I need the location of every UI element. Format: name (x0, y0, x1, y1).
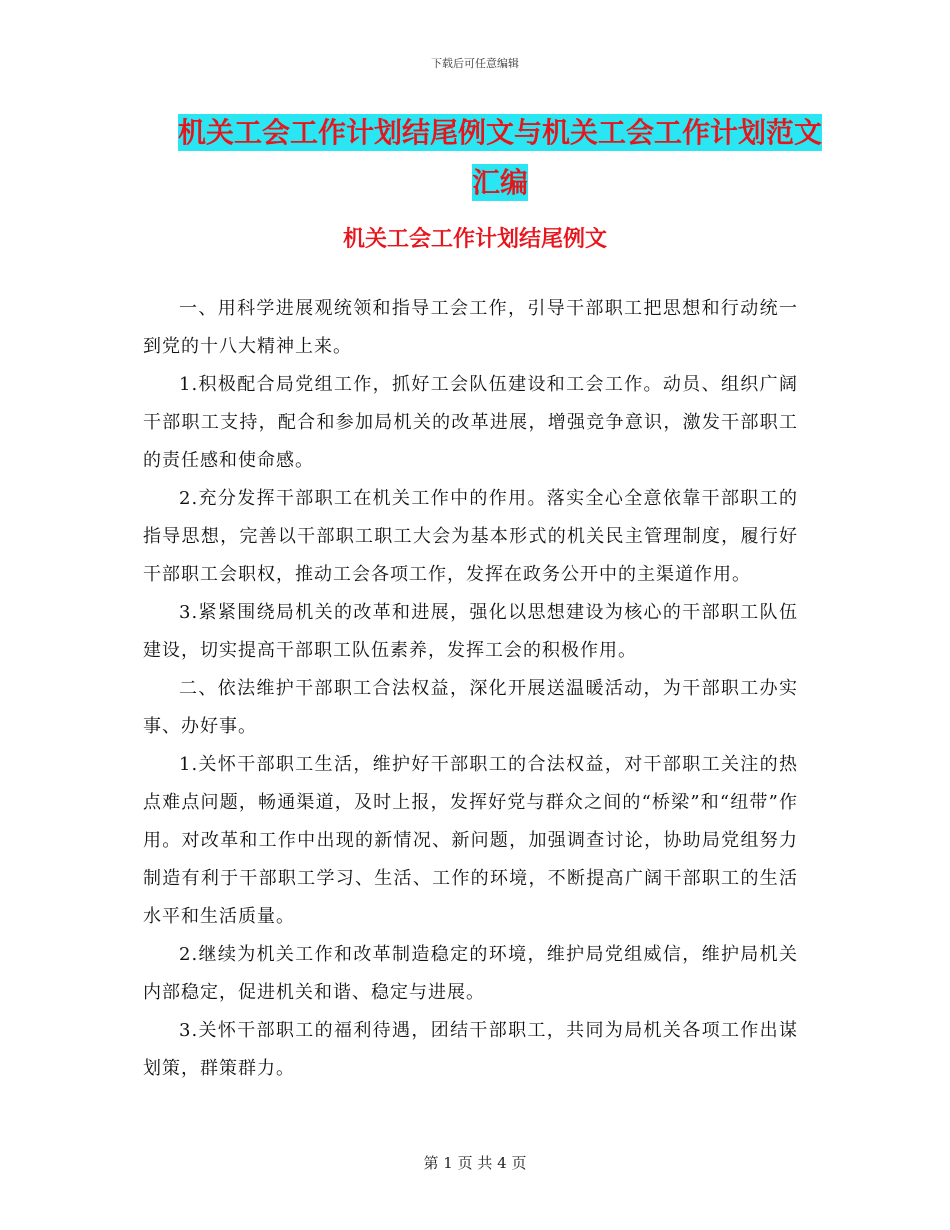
document-title-line-2: 汇编 (471, 166, 528, 199)
document-title-line-1: 机关工会工作计划结尾例文与机关工会工作计划范文 (177, 116, 822, 149)
page-footer: 第 1 页 共 4 页 (423, 1154, 527, 1172)
paragraph: 1.积极配合局党组工作，抓好工会队伍建设和工会工作。动员、组织广阔干部职工支持，配合和参加局机关的改革进展，增强竞争意识，激发干部职工的责任感和使命感。 (143, 374, 798, 471)
document-body (143, 290, 798, 1088)
paragraph: 3.紧紧围绕局机关的改革和进展，强化以思想建设为核心的干部职工队伍建设，切实提高干部职工队伍素养，发挥工会的积极作用。 (143, 602, 798, 661)
paragraph: 二、依法维护干部职工合法权益，深化开展送温暖活动，为干部职工办实事、办好事。 (143, 678, 798, 737)
paragraph: 一、用科学进展观统领和指导工会工作，引导干部职工把思想和行动统一到党的十八大精神上来。 (143, 298, 798, 357)
paragraph: 2.充分发挥干部职工在机关工作中的作用。落实全心全意依靠干部职工的指导思想，完善以干部职工职工大会为基本形式的机关民主管理制度，履行好干部职工会职权，推动工会各项工作，发挥在政务公开中的主渠道作用。 (143, 488, 798, 585)
header-note: 下载后可任意编辑 (431, 57, 519, 70)
paragraph: 3.关怀干部职工的福利待遇，团结干部职工，共同为局机关各项工作出谋划策，群策群力。 (143, 1020, 798, 1079)
paragraph: 1.关怀干部职工生活，维护好干部职工的合法权益，对干部职工关注的热点难点问题，畅通渠道，及时上报，发挥好党与群众之间的“桥梁”和“纽带”作用。对改革和工作中出现的新情况、新问题，加强调查讨论，协助局党组努力制造有利于干部职工学习、生活、工作的环境，不断提高广阔干部职工的生活水平和生活质量。 (143, 754, 798, 927)
paragraph: 2.继续为机关工作和改革制造稳定的环境，维护局党组威信，维护局机关内部稳定，促进机关和谐、稳定与进展。 (143, 944, 798, 1003)
document-title (150, 108, 850, 208)
section-title: 机关工会工作计划结尾例文 (342, 227, 607, 252)
